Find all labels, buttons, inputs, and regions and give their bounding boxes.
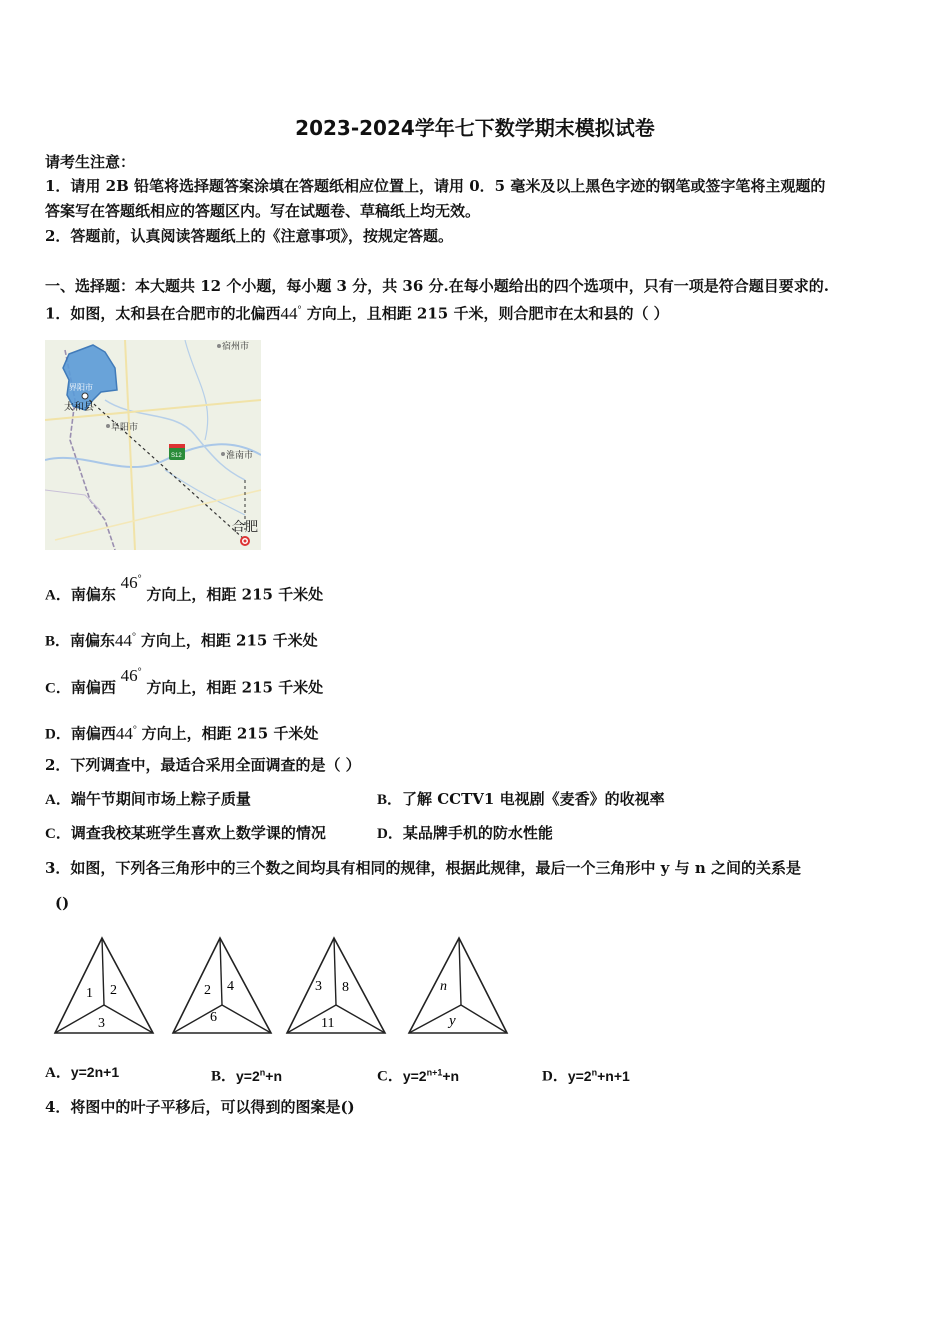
- q2-option-a[interactable]: A．端午节期间市场上粽子质量: [45, 790, 251, 808]
- q2-option-d[interactable]: D．某品牌手机的防水性能: [377, 824, 553, 842]
- map-label-huainan: 淮南市: [226, 450, 254, 460]
- q2-option-c[interactable]: C．调查我校某班学生喜欢上数学课的情况: [45, 824, 326, 842]
- q1-option-b[interactable]: B．南偏东44° 方向上，相距 215 千米处: [45, 630, 318, 650]
- triangle-1-bottom: 3: [98, 1016, 105, 1031]
- triangle-2: [170, 935, 274, 1037]
- triangle-1-left: 1: [86, 986, 93, 1001]
- notice-line-2: 答案写在答题纸相应的答题区内。写在试题卷、草稿纸上均无效。: [45, 202, 481, 220]
- map-label-suzhou: 宿州市: [222, 341, 250, 351]
- triangle-3-bottom: 11: [321, 1016, 335, 1031]
- q1-option-c[interactable]: C．南偏西 46° 方向上，相距 215 千米处: [45, 665, 324, 697]
- map-figure: [45, 340, 261, 550]
- q1-stem-b: 方向上，且相距 215 千米，则合肥市在太和县的（ ）: [306, 304, 669, 323]
- q3-option-a[interactable]: A．y=2n+1: [45, 1064, 120, 1081]
- triangle-1: [52, 935, 156, 1037]
- triangle-3: [284, 935, 388, 1037]
- map-label-taihe: 太和县: [64, 402, 94, 413]
- map-label-jieyang: 界阳市: [69, 383, 93, 392]
- map-label-fuyang: 阜阳市: [111, 422, 139, 432]
- notice-line-3: 2．答题前，认真阅读答题纸上的《注意事项》，按规定答题。: [45, 227, 453, 245]
- question-3-paren: (): [55, 894, 70, 912]
- triangle-2-left: 2: [204, 983, 211, 998]
- question-1-stem: [45, 299, 669, 325]
- triangle-1-right: 2: [110, 983, 117, 998]
- q1-option-a[interactable]: A．南偏东 46° 方向上，相距 215 千米处: [45, 572, 324, 604]
- question-2-stem: 2．下列调查中，最适合采用全面调查的是（ ）: [45, 756, 361, 774]
- q3-option-b[interactable]: B．$y=2^n+n$: [211, 1067, 282, 1085]
- notice-heading: 请考生注意：: [45, 153, 136, 171]
- q3-option-c[interactable]: C．$y=2^{n+1}+n$: [377, 1067, 460, 1085]
- q1-stem-degree: 44°: [280, 303, 302, 323]
- question-3-stem: 3．如图，下列各三角形中的三个数之间均具有相同的规律，根据此规律，最后一个三角形中 y 与 n 之间的关系是: [45, 859, 801, 877]
- triangle-3-right: 8: [342, 980, 349, 995]
- map-label-s12: S12: [171, 453, 182, 459]
- triangle-4-left: n: [440, 979, 447, 994]
- question-4-stem: 4．将图中的叶子平移后，可以得到的图案是(): [45, 1098, 355, 1116]
- triangle-3-left: 3: [315, 979, 322, 994]
- page-title: 2023-2024学年七下数学期末模拟试卷: [295, 116, 655, 140]
- triangle-4: [406, 935, 510, 1037]
- section-heading: 一、选择题：本大题共 12 个小题，每小题 3 分，共 36 分.在每小题给出的四个选项中，只有一项是符合题目要求的.: [45, 277, 829, 295]
- map-label-hefei: 合肥: [232, 519, 259, 534]
- triangle-4-bottom: y: [449, 1013, 456, 1029]
- q3-option-d[interactable]: D．$y=2^n+n+1$: [542, 1067, 630, 1085]
- notice-line-1: 1．请用 2B 铅笔将选择题答案涂填在答题纸相应位置上，请用 0．5 毫米及以上黑色字迹的钢笔或签字笔将主观题的: [45, 177, 826, 195]
- q2-option-b[interactable]: B．了解 CCTV1 电视剧《麦香》的收视率: [377, 790, 665, 808]
- triangle-2-bottom: 6: [210, 1010, 217, 1025]
- q1-stem-a: 1．如图，太和县在合肥市的北偏西: [45, 304, 281, 323]
- q1-option-d[interactable]: D．南偏西44° 方向上，相距 215 千米处: [45, 723, 319, 743]
- triangle-2-right: 4: [227, 979, 234, 994]
